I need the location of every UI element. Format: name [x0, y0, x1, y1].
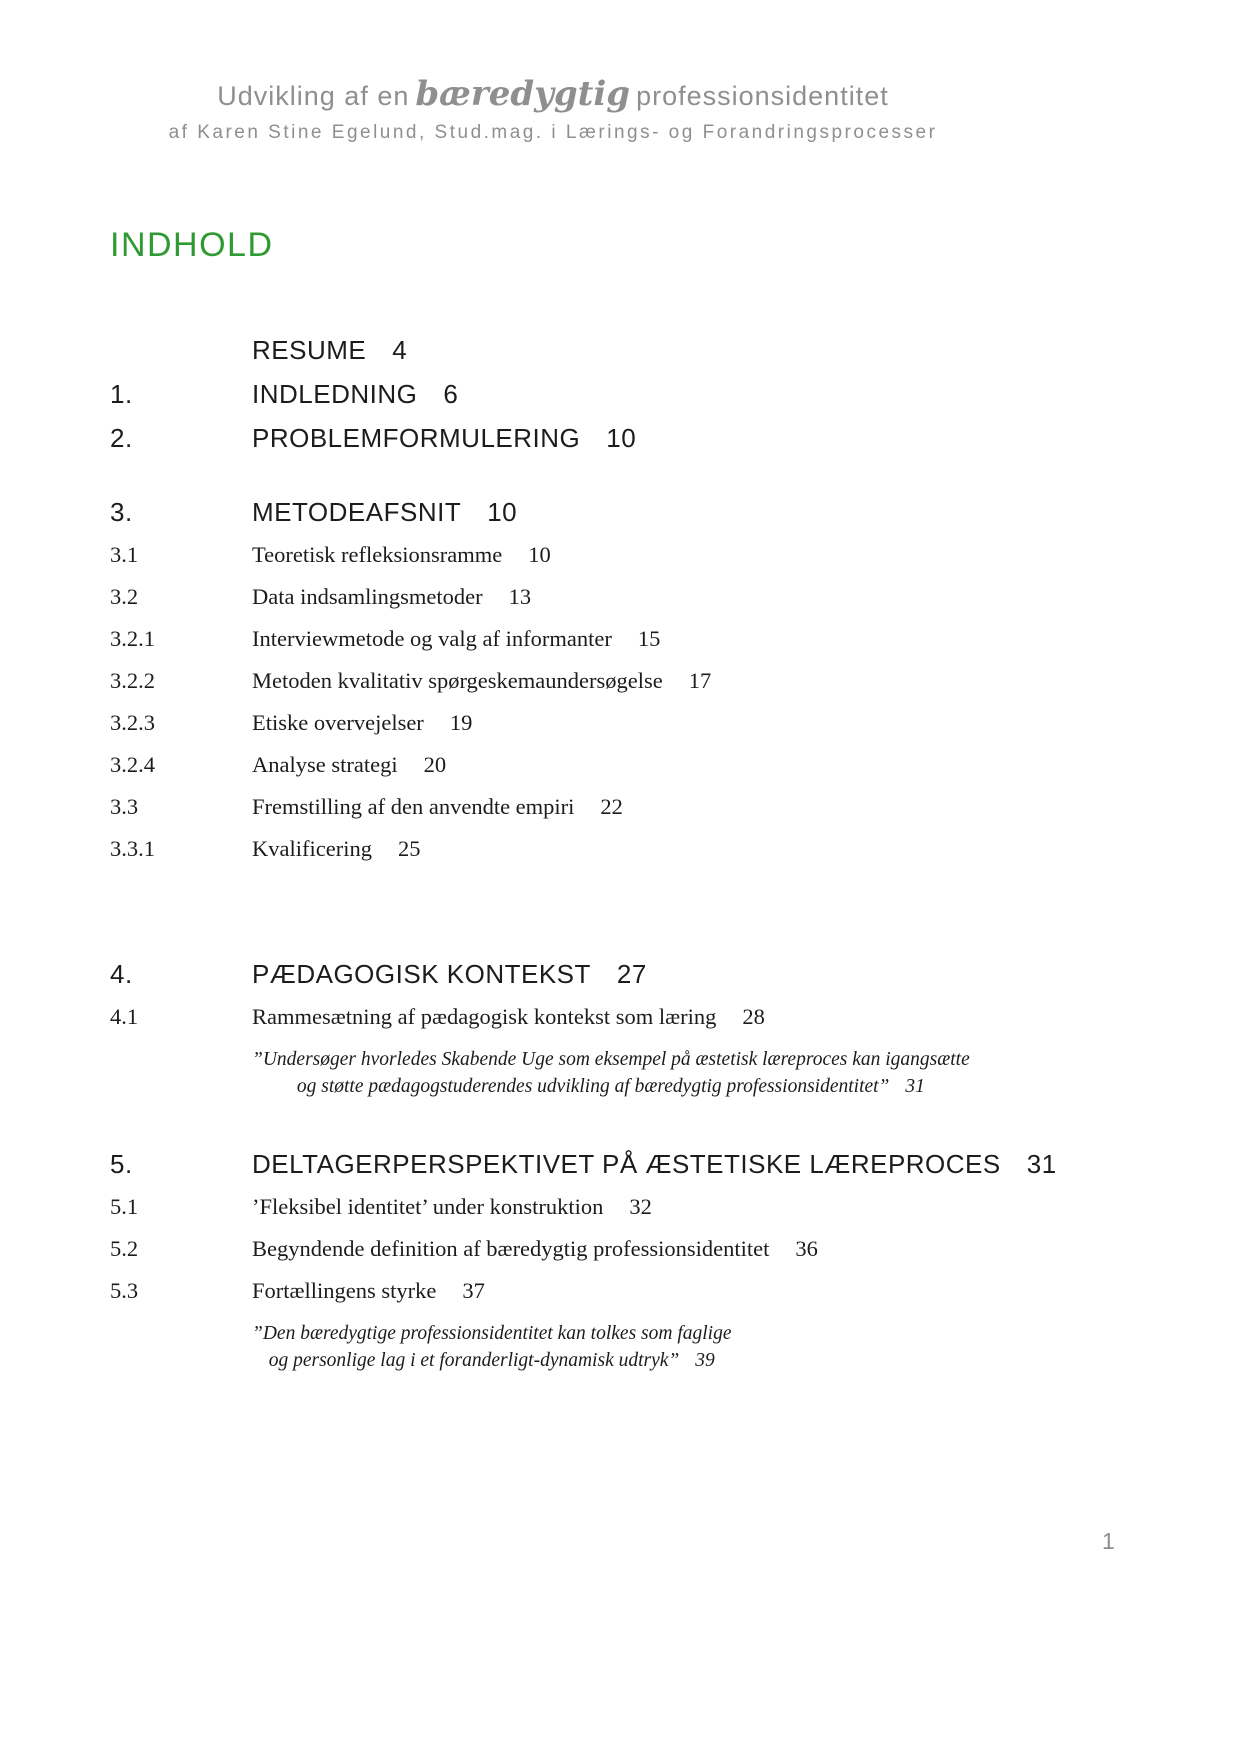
- toc-quote: [252, 1320, 1200, 1374]
- toc-quote-text: [252, 1046, 970, 1100]
- toc-quote-text: [252, 1320, 732, 1374]
- toc-entry-number: 3.2.3: [110, 710, 155, 735]
- toc-entry: [110, 576, 1200, 618]
- toc-entry-page: 15: [637, 626, 661, 651]
- toc-entry-page: 10: [487, 497, 518, 527]
- toc-entry: [110, 786, 1200, 828]
- toc-entry-number: 2.: [110, 423, 133, 453]
- toc-entry: [110, 490, 1200, 534]
- toc-entry-page: 37: [462, 1278, 485, 1303]
- toc-entry-number: 5.1: [110, 1194, 139, 1219]
- toc-entry-page: 31: [1026, 1149, 1057, 1179]
- toc-entry-number: 1.: [110, 379, 133, 409]
- toc-entry-page: 36: [795, 1236, 818, 1261]
- toc-entry-number: 3.: [110, 497, 133, 527]
- toc-entry: [110, 1142, 1200, 1186]
- toc-entry-page: 20: [423, 752, 447, 777]
- toc-entry: [110, 328, 1200, 372]
- document-title: [0, 74, 1106, 114]
- footer-page-number: 1: [1102, 1528, 1115, 1554]
- page-title: INDHOLD: [110, 226, 274, 264]
- toc-entry-number: 4.1: [110, 1004, 139, 1029]
- toc-entry: [110, 702, 1200, 744]
- toc-entry: [110, 952, 1200, 996]
- title-prefix: Udvikling af en: [217, 81, 410, 111]
- toc-entry-number: 3.2.2: [110, 668, 155, 693]
- toc-entry: [110, 534, 1200, 576]
- toc-entry-number: 3.1: [110, 542, 139, 567]
- toc-entry: [110, 1270, 1200, 1312]
- toc: [110, 328, 1200, 1374]
- quote-line: og personlige lag i et foranderligt-dynamisk udtryk” 39: [268, 1350, 715, 1371]
- toc-entry-page: 28: [742, 1004, 765, 1029]
- toc-entry-title: RESUME: [252, 335, 367, 365]
- title-suffix: professionsidentitet: [636, 81, 889, 111]
- toc-quote: [252, 1046, 1200, 1100]
- toc-entry-title: PROBLEMFORMULERING: [252, 423, 581, 453]
- toc-entry-title: Data indsamlingsmetoder: [252, 584, 483, 609]
- toc-entry-number: 3.3.1: [110, 836, 155, 861]
- toc-entry-number: 5.2: [110, 1236, 139, 1261]
- toc-entry-title: Rammesætning af pædagogisk kontekst som læring: [252, 1004, 717, 1029]
- toc-entry-title: Fortællingens styrke: [252, 1278, 437, 1303]
- toc-entry-title: Kvalificering: [252, 836, 372, 861]
- toc-entry-number: 5.: [110, 1149, 133, 1179]
- toc-entry-number: 3.3: [110, 794, 139, 819]
- toc-entry-title: DELTAGERPERSPEKTIVET PÅ ÆSTETISKE LÆREPROCES: [252, 1149, 1001, 1179]
- toc-entry: [110, 416, 1200, 460]
- toc-entry-title: ’Fleksibel identitet’ under konstruktion: [252, 1194, 604, 1219]
- toc-entry-page: 10: [606, 423, 637, 453]
- toc-entry-page: 6: [443, 379, 459, 409]
- title-script-word: bæredygtig: [415, 74, 631, 114]
- toc-entry: [110, 372, 1200, 416]
- quote-page-number: 39: [695, 1350, 715, 1371]
- toc-entry-title: INDLEDNING: [252, 379, 418, 409]
- quote-page-number: 31: [905, 1076, 925, 1097]
- toc-entry-title: Interviewmetode og valg af informanter: [252, 626, 612, 651]
- toc-entry: [110, 828, 1200, 870]
- document-header: [0, 74, 1106, 144]
- toc-entry: [110, 1186, 1200, 1228]
- toc-entry-page: 27: [616, 959, 647, 989]
- toc-entry-title: Analyse strategi: [252, 752, 398, 777]
- toc-entry-page: 4: [392, 335, 408, 365]
- toc-entry-number: 3.2: [110, 584, 139, 609]
- quote-line: ”Den bæredygtige professionsidentitet kan tolkes som faglige: [252, 1323, 732, 1344]
- toc-entry: [110, 744, 1200, 786]
- toc-entry-title: Etiske overvejelser: [252, 710, 424, 735]
- quote-line: og støtte pædagogstuderendes udvikling af bæredygtig professionsidentitet” 31: [296, 1076, 925, 1097]
- document-byline: af Karen Stine Egelund, Stud.mag. i Lærings- og Forandringsprocesser: [168, 122, 938, 143]
- toc-entry-title: METODEAFSNIT: [252, 497, 462, 527]
- toc-entry: [110, 618, 1200, 660]
- toc-entry-page: 17: [688, 668, 712, 693]
- toc-entry: [110, 660, 1200, 702]
- toc-entry-page: 25: [397, 836, 421, 861]
- toc-entry-title: Fremstilling af den anvendte empiri: [252, 794, 575, 819]
- toc-entry: [110, 996, 1200, 1038]
- toc-entry-number: 3.2.1: [110, 626, 155, 651]
- toc-entry-title: Metoden kvalitativ spørgeskemaundersøgelse: [252, 668, 663, 693]
- toc-entry: [110, 1228, 1200, 1270]
- toc-entry-title: Teoretisk refleksionsramme: [252, 542, 503, 567]
- toc-entry-number: 4.: [110, 959, 133, 989]
- toc-entry-page: 19: [449, 710, 473, 735]
- toc-entry-number: 5.3: [110, 1278, 139, 1303]
- quote-line: ”Undersøger hvorledes Skabende Uge som eksempel på æstetisk læreproces kan igangsætte: [252, 1049, 970, 1070]
- toc-entry-number: 3.2.4: [110, 752, 155, 777]
- toc-entry-title: PÆDAGOGISK KONTEKST: [252, 959, 591, 989]
- toc-entry-page: 13: [508, 584, 532, 609]
- toc-entry-page: 10: [528, 542, 551, 567]
- toc-entry-page: 32: [629, 1194, 652, 1219]
- toc-entry-page: 22: [600, 794, 623, 819]
- toc-entry-title: Begyndende definition af bæredygtig professionsidentitet: [252, 1236, 770, 1261]
